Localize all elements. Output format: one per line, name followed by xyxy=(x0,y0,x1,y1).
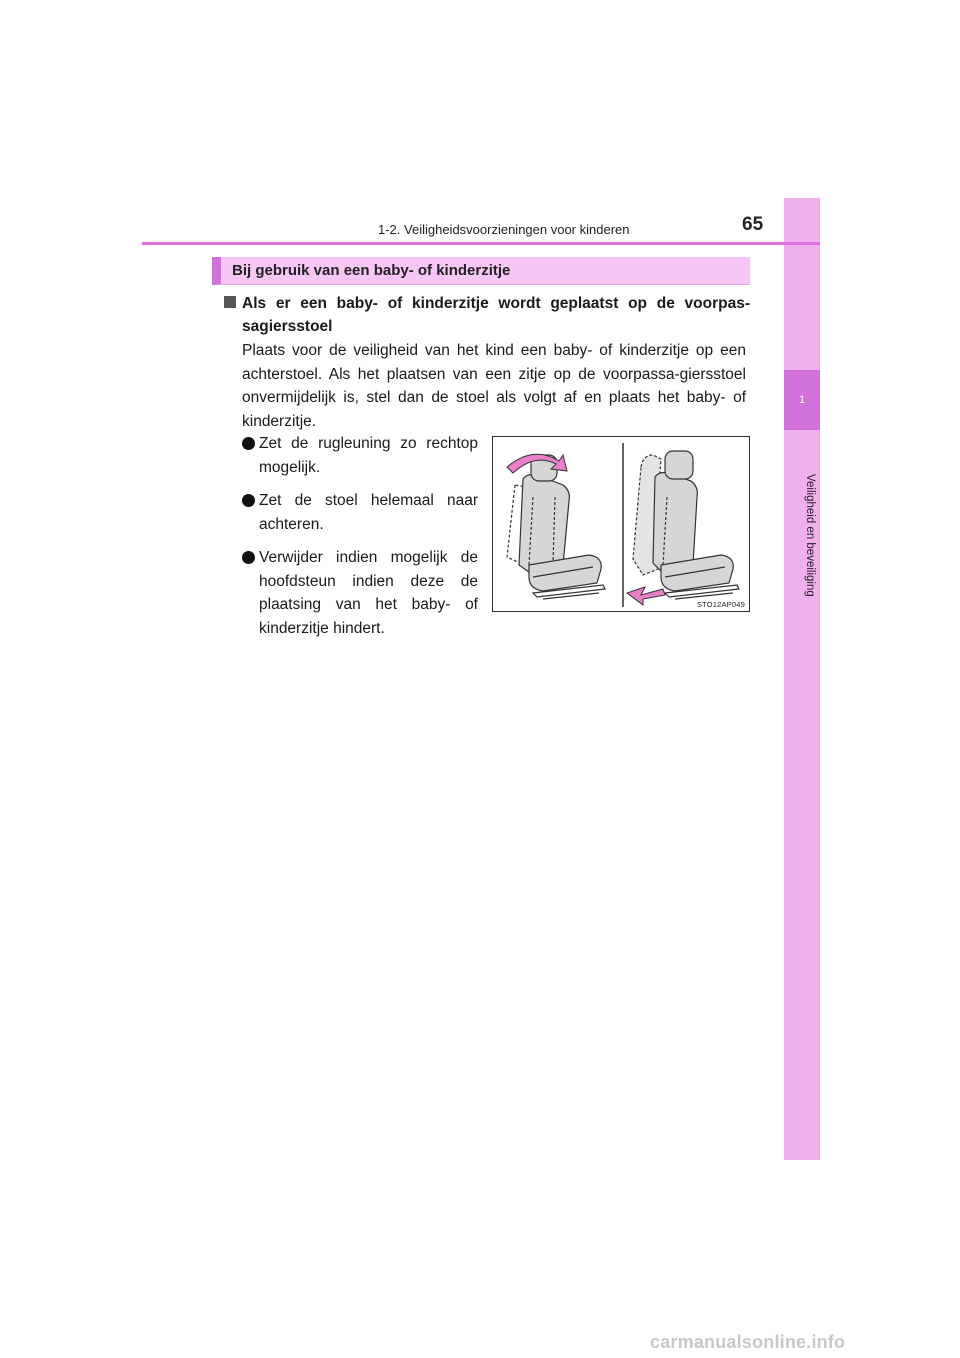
intro-paragraph: Plaats voor de veiligheid van het kind een baby- of kinderzitje op een achterstoel. Als het plaatsen van een zitje op de voorpassa-giersstoel onvermijdelijk is, stel dan de stoel als volgt af en plaats het baby- of kinderzitje. xyxy=(242,342,746,430)
bullet-dot-icon xyxy=(242,437,255,450)
section-header-bar xyxy=(212,257,750,285)
seat-backrest-upright-illustration xyxy=(507,455,605,599)
chapter-title: Veiligheid en beveiliging xyxy=(804,473,816,597)
chapter-number: 1 xyxy=(798,394,806,406)
watermark: carmanualsonline.info xyxy=(650,1332,846,1352)
running-title: 1-2. Veiligheidsvoorzieningen voor kinderen xyxy=(378,222,630,237)
bullet-text: Zet de stoel helemaal naar achteren. xyxy=(259,492,478,533)
bullet-item xyxy=(242,432,478,479)
bullet-dot-icon xyxy=(242,551,255,564)
bullet-dot-icon xyxy=(242,494,255,507)
straight-arrow-icon xyxy=(627,587,665,605)
section-title: Bij gebruik van een baby- of kinderzitje xyxy=(232,262,511,279)
square-bullet-icon xyxy=(224,296,236,308)
seat-slide-back-illustration xyxy=(633,451,739,599)
bullet-text: Verwijder indien mogelijk de hoofdsteun indien deze de plaatsing van het baby- of kinderzitje hindert. xyxy=(259,549,478,637)
bullet-text: Zet de rugleuning zo rechtop mogelijk. xyxy=(259,435,478,476)
subsection-heading-text: Als er een baby- of kinderzitje wordt geplaatst op de voorpas-sagiersstoel xyxy=(242,295,750,335)
seat-illustration xyxy=(493,437,751,613)
figure-code: STO12AP049 xyxy=(696,600,745,609)
bullet-item xyxy=(242,489,478,536)
seat-adjustment-figure xyxy=(492,436,750,612)
page-number: 65 xyxy=(742,214,764,235)
bullet-item xyxy=(242,546,478,640)
subsection-heading xyxy=(224,292,750,338)
chapter-side-tab xyxy=(784,198,820,1160)
header-divider xyxy=(142,242,820,245)
chapter-number-box xyxy=(784,370,820,430)
